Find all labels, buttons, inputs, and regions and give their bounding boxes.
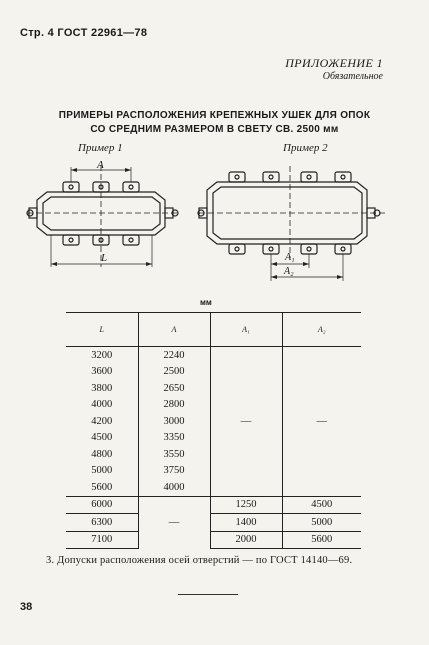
- cell-L: 4000: [66, 397, 138, 414]
- cell-A: 3000: [138, 413, 210, 430]
- page-header: Стр. 4 ГОСТ 22961—78: [20, 27, 148, 39]
- dim-label-A: A: [97, 159, 104, 171]
- figure-title-line2: СО СРЕДНИМ РАЗМЕРОМ В СВЕТУ СВ. 2500 мм: [90, 124, 339, 135]
- page-number: 38: [20, 601, 33, 613]
- table-header-row: [66, 313, 361, 347]
- table-row: [66, 531, 361, 549]
- col-header-L: L: [66, 313, 138, 347]
- dim-label-A1: A₁: [285, 252, 295, 263]
- cell-A: 2500: [138, 364, 210, 381]
- table-unit: мм: [200, 298, 212, 307]
- cell-A2: 4500: [282, 496, 361, 514]
- cell-L: 4200: [66, 413, 138, 430]
- example2-caption: Пример 2: [283, 142, 328, 154]
- cell-L: 6000: [66, 496, 138, 514]
- cell-L: 3800: [66, 380, 138, 397]
- col-header-A1: A₁: [210, 313, 282, 347]
- appendix-status: Обязательное: [322, 71, 383, 82]
- cell-A2: 5600: [282, 531, 361, 549]
- col-header-A: A: [138, 313, 210, 347]
- cell-L: 5000: [66, 463, 138, 480]
- cell-A: 3550: [138, 446, 210, 463]
- cell-L: 4800: [66, 446, 138, 463]
- cell-A: 4000: [138, 479, 210, 496]
- cell-A: 2800: [138, 397, 210, 414]
- cell-A2-dash: —: [282, 347, 361, 497]
- cell-L: 5600: [66, 479, 138, 496]
- cell-L: 3200: [66, 347, 138, 364]
- figure-title-line1: ПРИМЕРЫ РАСПОЛОЖЕНИЯ КРЕПЕЖНЫХ УШЕК ДЛЯ ОПОК: [58, 110, 371, 121]
- cell-A2: 5000: [282, 514, 361, 532]
- appendix-title: ПРИЛОЖЕНИЕ 1: [285, 56, 383, 70]
- cell-A1: 1250: [210, 496, 282, 514]
- cell-A1-dash: —: [210, 347, 282, 497]
- cell-A: 2650: [138, 380, 210, 397]
- cell-A: 2240: [138, 347, 210, 364]
- table-row: [66, 496, 361, 514]
- col-header-A2: A₂: [282, 313, 361, 347]
- cell-A: 3350: [138, 430, 210, 447]
- table-row: [66, 347, 361, 364]
- cell-L: 4500: [66, 430, 138, 447]
- cell-L: 3600: [66, 364, 138, 381]
- dim-label-L: L: [101, 252, 108, 264]
- tolerance-note: 3. Допуски расположения осей отверстий — по ГОСТ 14140—69.: [46, 555, 353, 566]
- table-row: [66, 514, 361, 532]
- footnote-rule: [178, 594, 238, 595]
- cell-A1: 2000: [210, 531, 282, 549]
- dimensions-table: [66, 312, 361, 549]
- example1-caption: Пример 1: [78, 142, 123, 154]
- cell-A1: 1400: [210, 514, 282, 532]
- cell-A-dash: —: [138, 496, 210, 549]
- dim-label-A2: A₂: [284, 266, 294, 277]
- cell-L: 7100: [66, 531, 138, 549]
- cell-L: 6300: [66, 514, 138, 532]
- example1-diagram: [25, 155, 190, 275]
- example2-diagram: [197, 158, 387, 283]
- cell-A: 3750: [138, 463, 210, 480]
